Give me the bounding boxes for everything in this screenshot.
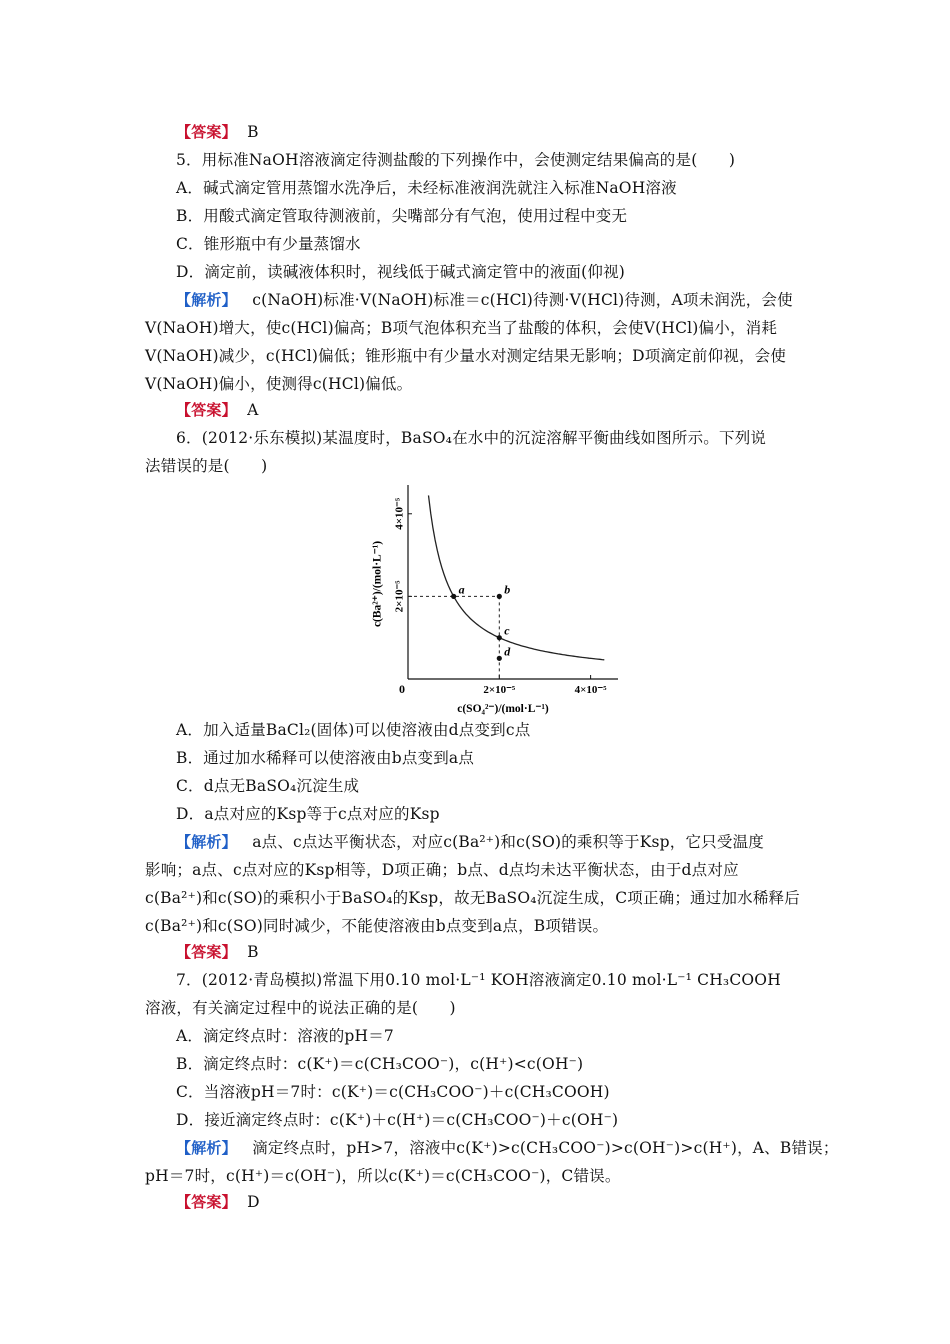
- q6-analysis-line-3: c(Ba²⁺)和c(SO)的乘积小于BaSO₄的Ksp，故无BaSO₄沉淀生成，C项正确；通过加水稀释后: [145, 889, 800, 907]
- q5-analysis-line-4: V(NaOH)偏小，使测得c(HCl)偏低。: [145, 375, 413, 393]
- point-label-b: b: [504, 582, 511, 597]
- q7-option-b: B．滴定终点时：c(K⁺)＝c(CH₃COO⁻)，c(H⁺)<c(OH⁻): [176, 1055, 584, 1073]
- point-label-c: c: [504, 623, 510, 638]
- q6-analysis-line-2: 影响；a点、c点对应的Ksp相等，D项正确；b点、d点均未达平衡状态，由于d点对应: [145, 861, 739, 879]
- q7-analysis-line-2: pH＝7时，c(H⁺)＝c(OH⁻)，所以c(K⁺)＝c(CH₃COO⁻)，C错误。: [145, 1167, 621, 1185]
- analysis-text: a点、c点达平衡状态，对应c(Ba²⁺)和c(SO)的乘积等于Ksp，它只受温度: [252, 833, 764, 851]
- chart-svg: [370, 483, 620, 715]
- analysis-tag: 【解析】: [176, 291, 237, 309]
- analysis-tag: 【解析】: [176, 1139, 237, 1157]
- q6-analysis-line-4: c(Ba²⁺)和c(SO)同时减少，不能使溶液由b点变到a点，B项错误。: [145, 917, 609, 935]
- point-label-a: a: [458, 582, 465, 597]
- answer-tag: 【答案】: [176, 401, 237, 419]
- q7-answer-line: [176, 1192, 841, 1212]
- q5-stem: 5．用标准NaOH溶液滴定待测盐酸的下列操作中，会使测定结果偏高的是( ): [176, 151, 736, 169]
- q5-analysis-line-2: V(NaOH)增大，使c(HCl)偏高；B项气泡体积充当了盐酸的体积，会使V(HCl)偏小，消耗: [145, 319, 778, 337]
- q6-option-d: D．a点对应的Ksp等于c点对应的Ksp: [176, 805, 440, 823]
- analysis-text: c(NaOH)标准·V(NaOH)标准＝c(HCl)待测·V(HCl)待测，A项未润洗，会使: [252, 291, 793, 309]
- point-c: [497, 635, 502, 640]
- answer-value: B: [247, 123, 259, 141]
- answer-tag: 【答案】: [176, 123, 237, 141]
- point-b: [497, 594, 502, 599]
- answer-tag: 【答案】: [176, 943, 237, 961]
- point-a: [451, 594, 456, 599]
- q7-option-c: C．当溶液pH＝7时：c(K⁺)＝c(CH₃COO⁻)＋c(CH₃COOH): [176, 1083, 610, 1101]
- q6-analysis-line-1: [176, 832, 810, 852]
- q7-stem-line-1: 7．(2012·青岛模拟)常温下用0.10 mol·L⁻¹ KOH溶液滴定0.10 mol·L⁻¹ CH₃COOH: [176, 971, 781, 989]
- q5-analysis-line-3: V(NaOH)减少，c(HCl)偏低；锥形瓶中有少量水对测定结果无影响；D项滴定前仰视，会使: [145, 347, 787, 365]
- origin-label: 0: [399, 682, 405, 696]
- y-tick-label-0: 2×10⁻⁵: [393, 580, 406, 613]
- q6-answer-line: [176, 942, 841, 962]
- answer-value: A: [247, 401, 259, 419]
- solubility-curve: [429, 495, 605, 659]
- q5-answer-line: [176, 400, 841, 420]
- q5-option-b: B．用酸式滴定管取待测液前，尖嘴部分有气泡，使用过程中变无: [176, 207, 628, 225]
- q6-stem-line-1: 6．(2012·乐东模拟)某温度时，BaSO₄在水中的沉淀溶解平衡曲线如图所示。下列说: [176, 429, 767, 447]
- analysis-tag: 【解析】: [176, 833, 237, 851]
- q5-option-a: A．碱式滴定管用蒸馏水洗净后，未经标准液润洗就注入标准NaOH溶液: [176, 179, 677, 197]
- y-tick-label-1: 4×10⁻⁵: [393, 497, 406, 530]
- x-tick-label-1: 4×10⁻⁵: [574, 684, 607, 696]
- q7-option-d: D．接近滴定终点时：c(K⁺)＋c(H⁺)＝c(CH₃COO⁻)＋c(OH⁻): [176, 1111, 619, 1129]
- q4-answer-line: [176, 122, 841, 142]
- q6-option-a: A．加入适量BaCl₂(固体)可以使溶液由d点变到c点: [176, 721, 531, 739]
- answer-tag: 【答案】: [176, 1193, 237, 1211]
- bas04-solubility-chart: [370, 483, 620, 715]
- answer-value: B: [247, 943, 259, 961]
- analysis-text: 滴定终点时，pH>7，溶液中c(K⁺)>c(CH₃COO⁻)>c(OH⁻)>c(H⁺)，A、B错误；: [252, 1139, 839, 1157]
- q5-option-c: C．锥形瓶中有少量蒸馏水: [176, 235, 361, 253]
- point-label-d: d: [504, 644, 511, 659]
- q6-stem-line-2: 法错误的是( ): [145, 457, 268, 475]
- x-axis-label: c(SO₄²⁻)/(mol·L⁻¹): [457, 703, 549, 715]
- q7-option-a: A．滴定终点时：溶液的pH＝7: [176, 1027, 394, 1045]
- q5-analysis-line-1: [176, 290, 810, 310]
- x-tick-label-0: 2×10⁻⁵: [483, 684, 516, 696]
- answer-value: D: [247, 1193, 260, 1211]
- q7-analysis-line-1: [176, 1138, 839, 1158]
- point-d: [497, 656, 502, 661]
- q6-option-b: B．通过加水稀释可以使溶液由b点变到a点: [176, 749, 475, 767]
- q7-stem-line-2: 溶液，有关滴定过程中的说法正确的是( ): [145, 999, 456, 1017]
- q5-option-d: D．滴定前，读碱液体积时，视线低于碱式滴定管中的液面(仰视): [176, 263, 626, 281]
- y-axis-label: c(Ba²⁺)/(mol·L⁻¹): [371, 540, 384, 628]
- q6-option-c: C．d点无BaSO₄沉淀生成: [176, 777, 360, 795]
